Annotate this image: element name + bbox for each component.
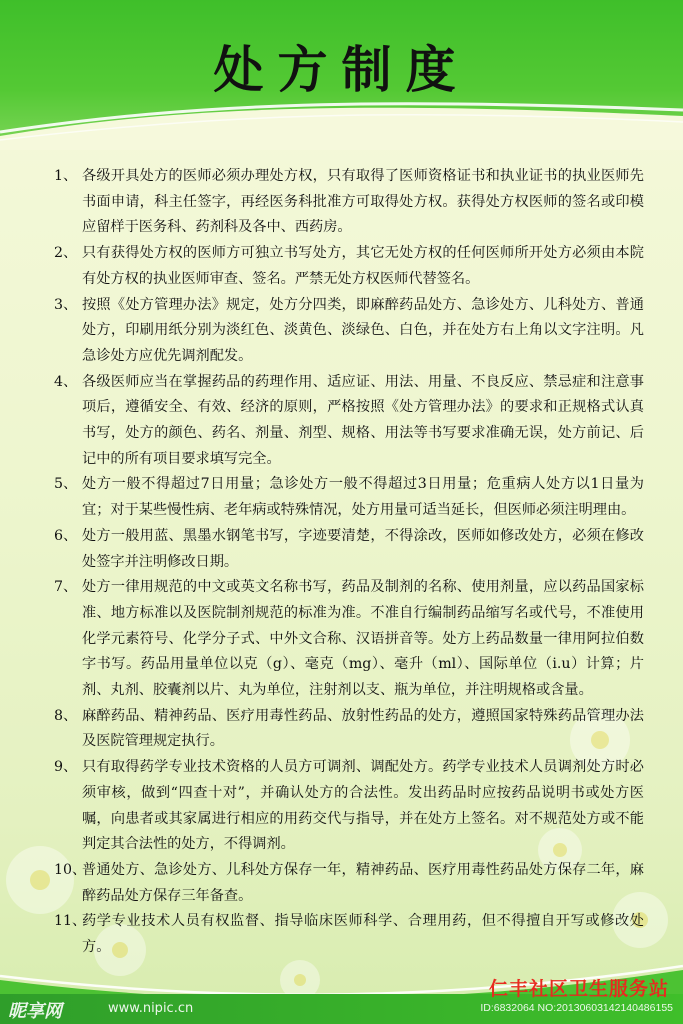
rule-item [54,293,644,370]
rule-text: 药学专业技术人员有权监督、指导临床医师科学、合理用药，但不得擅自开写或修改处方。 [82,913,644,956]
rule-text: 各级医师应当在掌握药品的药理作用、适应证、用法、用量、不良反应、禁忌症和注意事项后，遵循安全、有效、经济的原则，严格按照《处方管理办法》的要求和正规格式认真书写，处方的颜色、药名、剂量、剂型、规格、用法等书写要求准确无误，处方前记、后记中的所有项目要求填写完全。 [82,373,644,467]
rule-item [54,755,644,858]
rule-item [54,370,644,473]
header-banner [0,0,683,150]
organization-name: 仁丰社区卫生服务站 [488,978,669,1000]
rule-item [54,858,644,909]
rule-number: 7、 [54,579,78,596]
rule-text: 普通处方、急诊处方、儿科处方保存一年，精神药品、医疗用毒性药品处方保存二年，麻醉药品处方保存三年备查。 [82,861,644,904]
rule-item [54,164,644,241]
rules-list [54,164,644,961]
rule-number: 4、 [54,373,78,390]
rule-text: 只有获得处方权的医师方可独立书写处方，其它无处方权的任何医师所开处方必须由本院有处方权的执业医师审查、签名。严禁无处方权医师代替签名。 [82,245,644,287]
page-title: 处方制度 [213,40,470,99]
header-wave-decoration [0,96,683,150]
rule-text: 处方一律用规范的中文或英文名称书写，药品及制剂的名称、使用剂量，应以药品国家标准、地方标准以及医院制剂规范的标准为准。不准自行编制药品缩写名或代号，不准使用化学元素符号、化学分子式、中外文合称、汉语拼音等。处方上药品数量一律用阿拉伯数字书写。药品用量单位以克（g）、毫克（mg）、毫升（ml）、国际单位（i.u）计算；片剂、丸剂、胶囊剂以片、丸为单位，注射剂以支、瓶为单位，并注明规格或含量。 [82,579,644,699]
rule-text: 各级开具处方的医师必须办理处方权，只有取得了医师资格证书和执业证书的执业医师先书面申请，科主任签字，再经医务科批准方可取得处方权。获得处方权医师的签名或印模应留样于医务科、药剂科及各中、西药房。 [82,168,644,236]
rule-item [54,704,644,755]
rule-number: 5、 [54,476,78,493]
rule-item [54,524,644,575]
rule-text: 按照《处方管理办法》规定，处方分四类，即麻醉药品处方、急诊处方、儿科处方、普通处方，印刷用纸分别为淡红色、淡黄色、淡绿色、白色，并在处方右上角以文字注明。凡急诊处方应优先调剂配发。 [82,296,644,364]
rule-number: 2、 [54,245,78,262]
rule-item [54,241,644,292]
rule-number: 11、 [54,913,87,930]
rule-text: 只有取得药学专业技术资格的人员方可调剂、调配处方。药学专业技术人员调剂处方时必须审核，做到“四查十对”，并确认处方的合法性。发出药品时应按药品说明书或处方医嘱，向患者或其家属进行相应的用药交代与指导，并在处方上签名。对不规范处方或不能判定其合法性的处方，不得调剂。 [82,759,644,853]
watermark-id: ID:6832064 NO:20130603142140486155 [480,1002,673,1014]
rule-item [54,575,644,704]
rule-number: 10、 [54,861,87,878]
rule-text: 麻醉药品、精神药品、医疗用毒性药品、放射性药品的处方，遵照国家特殊药品管理办法及医院管理规定执行。 [82,707,644,750]
rule-text: 处方一般不得超过7日用量；急诊处方一般不得超过3日用量；危重病人处方以1日量为宜；对于某些慢性病、老年病或特殊情况，处方用量可适当延长，但医师必须注明理由。 [82,476,644,519]
rule-number: 6、 [54,527,78,544]
rule-number: 8、 [54,707,78,724]
watermark-url: www.nipic.cn [108,1001,194,1016]
watermark-logo: 昵享网 [8,1001,62,1022]
rule-number: 1、 [54,168,78,184]
rule-text: 处方一般用蓝、黑墨水钢笔书写，字迹要清楚，不得涂改，医师如修改处方，必须在修改处签字并注明修改日期。 [82,527,644,570]
rule-number: 9、 [54,759,78,776]
rule-number: 3、 [54,296,78,313]
rule-item [54,472,644,523]
